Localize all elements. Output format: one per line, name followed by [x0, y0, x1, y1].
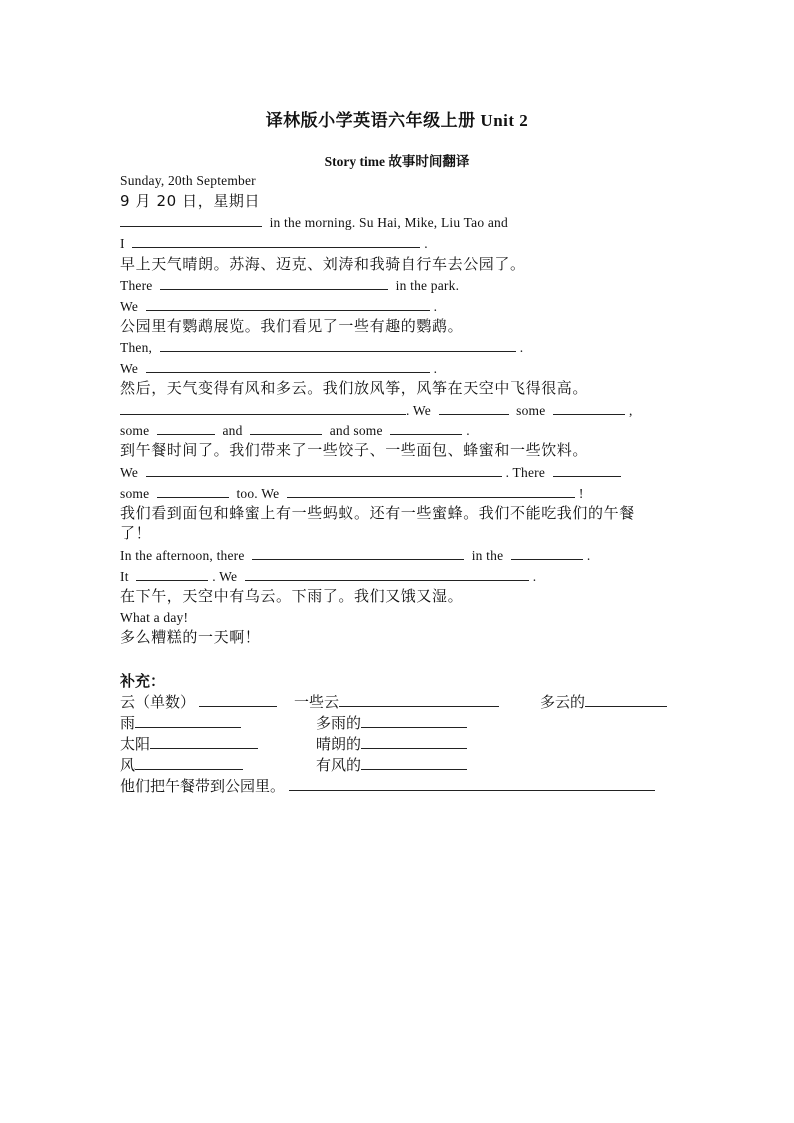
sentence-line-9: We . There [120, 463, 625, 482]
sentence-line-11: In the afternoon, there in the . [120, 548, 591, 563]
answer-blank[interactable] [157, 421, 215, 435]
answer-blank[interactable] [250, 421, 322, 435]
answer-blank[interactable] [553, 463, 621, 477]
answer-blank[interactable] [150, 735, 258, 749]
vocab-sunny: 晴朗的 [316, 733, 471, 754]
answer-blank[interactable] [136, 567, 208, 581]
sentence-line-1: in the morning. Su Hai, Mike, Liu Tao and [120, 213, 508, 232]
answer-blank[interactable] [157, 484, 229, 498]
sentence-line-10: some too. We ! [120, 486, 584, 501]
answer-blank[interactable] [339, 693, 499, 707]
answer-blank[interactable] [361, 735, 467, 749]
answer-blank[interactable] [120, 213, 262, 227]
answer-blank[interactable] [160, 338, 516, 352]
vocab-sun: 太阳 [120, 733, 262, 754]
sentence-line-6: We . [120, 361, 438, 376]
answer-blank[interactable] [135, 714, 241, 728]
answer-blank[interactable] [132, 234, 420, 248]
answer-blank[interactable] [135, 756, 243, 770]
answer-blank[interactable] [120, 401, 406, 415]
answer-blank[interactable] [361, 714, 467, 728]
sentence-line-8: some and and some . [120, 423, 470, 438]
answer-blank[interactable] [511, 546, 583, 560]
vocab-wind: 风 [120, 754, 247, 775]
sentence-line-5: Then, . [120, 340, 524, 355]
translation-line-2: 公园里有鹦鹉展览。我们看见了一些有趣的鹦鹉。 [120, 317, 464, 335]
exclamation-english: What a day! [120, 610, 189, 625]
answer-blank[interactable] [361, 756, 467, 770]
answer-blank[interactable] [553, 401, 625, 415]
date-english: Sunday, 20th September [120, 173, 256, 188]
vocab-some-clouds: 一些云 [294, 691, 503, 712]
answer-blank[interactable] [245, 567, 529, 581]
vocab-rainy: 多雨的 [316, 712, 471, 733]
answer-blank[interactable] [146, 359, 430, 373]
answer-blank[interactable] [287, 484, 575, 498]
answer-blank[interactable] [146, 463, 502, 477]
translation-line-1: 早上天气晴朗。苏海、迈克、刘涛和我骑自行车去公园了。 [120, 255, 526, 273]
answer-blank[interactable] [585, 693, 667, 707]
date-chinese: 9 月 20 日，星期日 [120, 192, 261, 210]
vocab-last-sentence: 他们把午餐带到公园里。 [120, 775, 659, 796]
answer-blank[interactable] [160, 276, 388, 290]
answer-blank[interactable] [146, 297, 430, 311]
sentence-line-3: There in the park. [120, 278, 460, 293]
sentence-line-12: It . We . [120, 569, 537, 584]
translation-line-5: 我们看到面包和蜂蜜上有一些蚂蚁。还有一些蜜蜂。我们不能吃我们的午餐 [120, 504, 635, 522]
answer-blank[interactable] [252, 546, 464, 560]
exclamation-chinese: 多么糟糕的一天啊！ [120, 628, 261, 646]
vocab-cloudy: 多云的 [540, 691, 671, 712]
translation-line-3: 然后，天气变得有风和多云。我们放风筝，风筝在天空中飞得很高。 [120, 379, 589, 397]
answer-blank[interactable] [199, 693, 277, 707]
translation-line-5-cont: 了！ [120, 524, 152, 542]
sentence-line-4: We . [120, 299, 438, 314]
supplement-heading: 补充： [120, 672, 166, 690]
vocab-cloud-single: 云（单数） [120, 691, 281, 712]
translation-line-6: 在下午，天空中有乌云。下雨了。我们又饿又湿。 [120, 587, 464, 605]
answer-blank[interactable] [390, 421, 462, 435]
sentence-line-2: I . [120, 236, 428, 251]
page-subtitle: Story time 故事时间翻译 [324, 154, 470, 169]
translation-line-4: 到午餐时间了。我们带来了一些饺子、一些面包、蜂蜜和一些饮料。 [120, 441, 589, 459]
sentence-line-7: . We some , [120, 401, 633, 420]
vocab-windy: 有风的 [316, 754, 471, 775]
vocab-rain: 雨 [120, 712, 245, 733]
answer-blank[interactable] [439, 401, 509, 415]
answer-blank[interactable] [289, 777, 655, 791]
page-title: 译林版小学英语六年级上册 Unit 2 [265, 111, 529, 130]
